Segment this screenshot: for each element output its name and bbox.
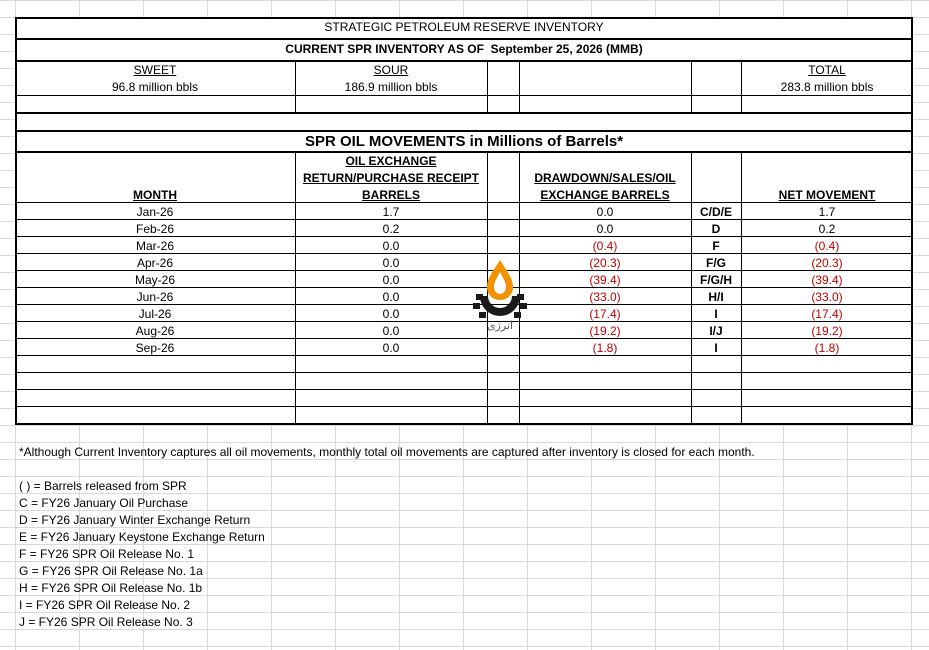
row-net: (17.4) <box>811 307 843 321</box>
row-month: Mar-26 <box>135 239 174 253</box>
row-code: F <box>712 239 720 253</box>
legend-item: G = FY26 SPR Oil Release No. 1a <box>19 564 203 578</box>
row-code: F/G <box>706 256 726 270</box>
row-drawdown: 0.0 <box>596 205 614 219</box>
row-drawdown: (17.4) <box>589 307 621 321</box>
sheet-title: STRATEGIC PETROLEUM RESERVE INVENTORY <box>324 20 604 34</box>
row-drawdown: (20.3) <box>589 256 621 270</box>
row-code: D <box>711 222 721 236</box>
border-line <box>15 112 913 114</box>
row-net: (19.2) <box>811 324 843 338</box>
border-line <box>15 236 913 237</box>
border-line <box>15 389 913 390</box>
inventory-as-of <box>15 41 913 58</box>
row-month: Jan-26 <box>136 205 174 219</box>
row-month: Sep-26 <box>135 341 175 355</box>
row-exchange: 1.7 <box>382 205 400 219</box>
as-of-label: CURRENT SPR INVENTORY AS OF <box>285 42 484 56</box>
row-exchange: 0.0 <box>382 239 400 253</box>
border-line <box>15 372 913 373</box>
total-label: TOTAL <box>808 63 846 77</box>
border-line <box>15 17 913 19</box>
row-exchange: 0.0 <box>382 341 400 355</box>
gear-oil-drop-logo <box>470 258 530 334</box>
border-line <box>15 219 913 220</box>
row-drawdown: (33.0) <box>589 290 621 304</box>
row-code: I <box>714 341 718 355</box>
border-line <box>15 202 913 203</box>
border-line <box>15 406 913 407</box>
exchange-header-line2: RETURN/PURCHASE RECEIPT <box>302 171 479 185</box>
row-net: (39.4) <box>811 273 843 287</box>
row-exchange: 0.0 <box>382 324 400 338</box>
movements-title: SPR OIL MOVEMENTS in Millions of Barrels* <box>304 133 624 150</box>
legend-item: H = FY26 SPR Oil Release No. 1b <box>19 581 203 595</box>
legend-item: F = FY26 SPR Oil Release No. 1 <box>19 547 195 561</box>
border-line <box>15 338 913 339</box>
border-line <box>15 423 913 425</box>
border-line <box>741 60 742 112</box>
row-net: (0.4) <box>814 239 840 253</box>
border-line <box>15 355 913 356</box>
sour-label: SOUR <box>373 63 409 77</box>
legend-item: I = FY26 SPR Oil Release No. 2 <box>19 598 191 612</box>
net-header: NET MOVEMENT <box>778 188 876 202</box>
border-line <box>15 38 913 40</box>
border-line <box>295 60 296 112</box>
border-line <box>15 151 913 153</box>
row-code: H/I <box>708 290 724 304</box>
gear-oil-drop-icon <box>470 258 530 334</box>
row-net: 0.2 <box>818 222 836 236</box>
row-month: Feb-26 <box>135 222 175 236</box>
drawdown-header-line1: DRAWDOWN/SALES/OIL <box>534 171 676 185</box>
row-drawdown: 0.0 <box>596 222 614 236</box>
sour-value: 186.9 million bbls <box>344 80 438 94</box>
legend-item: ( ) = Barrels released from SPR <box>19 479 187 493</box>
spr-inventory-sheet <box>15 17 913 425</box>
legend-item: J = FY26 SPR Oil Release No. 3 <box>19 615 193 629</box>
border-line <box>15 60 913 62</box>
border-line <box>691 60 692 112</box>
row-month: Jul-26 <box>138 307 172 321</box>
border-line <box>487 60 488 112</box>
row-code: I <box>714 307 718 321</box>
month-header: MONTH <box>133 188 177 202</box>
row-drawdown: (1.8) <box>592 341 618 355</box>
row-exchange: 0.0 <box>382 290 400 304</box>
drawdown-header-line2: EXCHANGE BARRELS <box>540 188 670 202</box>
border-line <box>15 17 17 425</box>
border-line <box>15 304 913 305</box>
row-net: (33.0) <box>811 290 843 304</box>
legend-item: E = FY26 January Keystone Exchange Return <box>19 530 265 544</box>
border-line <box>519 60 520 112</box>
row-exchange: 0.0 <box>382 273 400 287</box>
row-drawdown: (39.4) <box>589 273 621 287</box>
row-net: (1.8) <box>814 341 840 355</box>
row-month: Jun-26 <box>136 290 174 304</box>
total-value: 283.8 million bbls <box>780 80 874 94</box>
border-line <box>15 253 913 254</box>
row-exchange: 0.0 <box>382 256 400 270</box>
row-net: (20.3) <box>811 256 843 270</box>
row-net: 1.7 <box>818 205 836 219</box>
border-line <box>15 270 913 271</box>
row-code: F/G/H <box>700 273 732 287</box>
exchange-header-line1: OIL EXCHANGE <box>345 154 437 168</box>
legend-item: C = FY26 January Oil Purchase <box>19 496 189 510</box>
row-exchange: 0.0 <box>382 307 400 321</box>
border-line <box>15 95 913 96</box>
legend <box>19 478 265 631</box>
row-month: Aug-26 <box>135 324 175 338</box>
row-drawdown: (0.4) <box>592 239 618 253</box>
border-line <box>911 17 913 425</box>
as-of-date: September 25, 2026 (MMB) <box>490 42 643 56</box>
sweet-value: 96.8 million bbls <box>111 80 199 94</box>
row-code: C/D/E <box>699 205 732 219</box>
sweet-label: SWEET <box>133 63 177 77</box>
exchange-header-line3: BARRELS <box>361 188 420 202</box>
border-line <box>15 130 913 132</box>
legend-item: D = FY26 January Winter Exchange Return <box>19 513 251 527</box>
border-line <box>15 287 913 288</box>
row-exchange: 0.2 <box>382 222 400 236</box>
footnote: *Although Current Inventory captures all oil movements, monthly total oil movements are captured after inventory is closed for each month. <box>19 445 755 459</box>
row-drawdown: (19.2) <box>589 324 621 338</box>
border-line <box>15 321 913 322</box>
row-month: Apr-26 <box>136 256 174 270</box>
row-month: May-26 <box>134 273 175 287</box>
logo-caption: ﺍﻧﺮژی <box>486 319 514 332</box>
row-code: I/J <box>709 324 723 338</box>
